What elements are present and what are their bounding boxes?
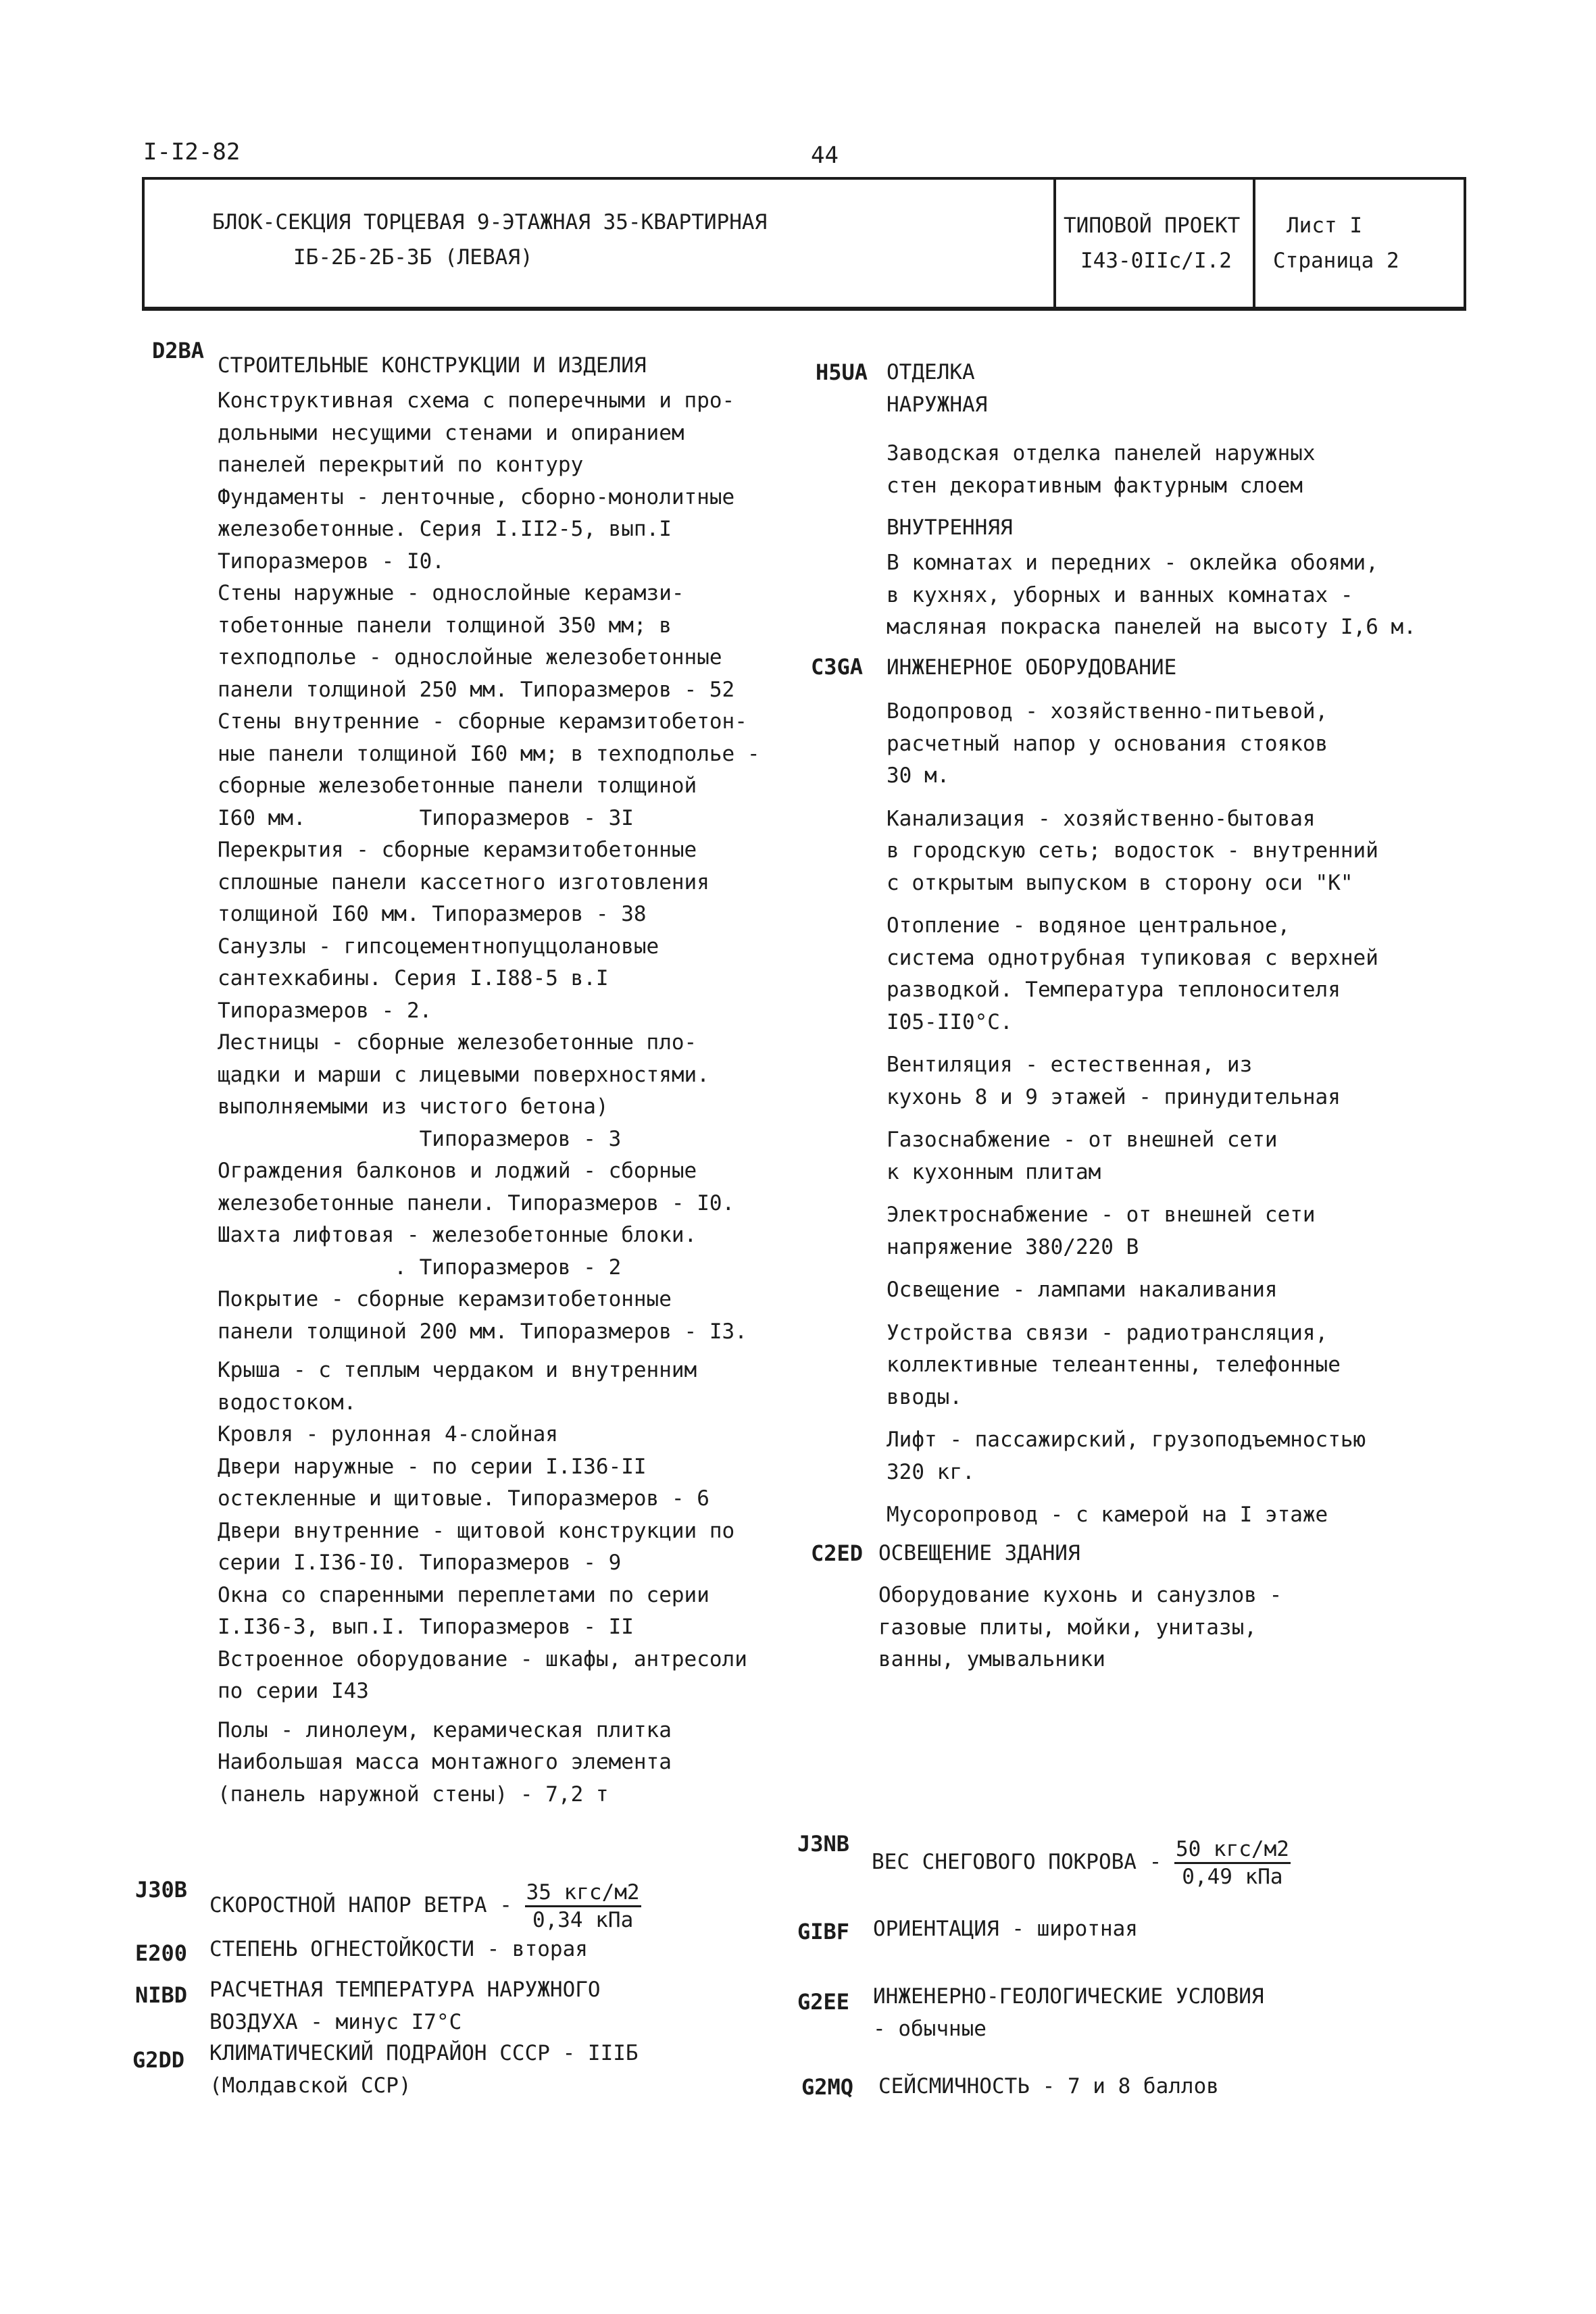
text-line: толщиной I60 мм. Типоразмеров - 38 xyxy=(218,902,647,926)
text-line: Двери наружные - по серии I.I36-II xyxy=(218,1454,647,1479)
sheet-label: Лист I xyxy=(1287,213,1362,238)
text-line: по серии I43 xyxy=(218,1679,369,1703)
text-line: Покрытие - сборные керамзитобетонные xyxy=(218,1287,672,1311)
text-line: Освещение - лампами накаливания xyxy=(887,1278,1278,1302)
engineering-item xyxy=(887,1049,1378,1113)
section-heading: ОТДЕЛКА xyxy=(887,360,975,384)
text-line: разводкой. Температура теплоносителя xyxy=(887,978,1341,1002)
text-line: газовые плиты, мойки, унитазы, xyxy=(878,1615,1257,1640)
divider xyxy=(1053,180,1056,307)
footer-label: СКОРОСТНОЙ НАПОР ВЕТРА - xyxy=(209,1893,512,1917)
engineering-item xyxy=(887,910,1378,1038)
text-line: Типоразмеров - I0. xyxy=(218,549,445,574)
section-code: C3GA xyxy=(811,654,864,680)
text-line: Кровля - рулонная 4-слойная xyxy=(218,1422,558,1447)
text-line: железобетонные. Серия I.II2-5, вып.I xyxy=(218,517,672,541)
fraction xyxy=(1174,1836,1291,1890)
text-line: Газоснабжение - от внешней сети xyxy=(887,1128,1278,1152)
engineering-item xyxy=(887,696,1378,793)
text-line: (Молдавской ССР) xyxy=(209,2073,412,2098)
text-line: вводы. xyxy=(887,1384,962,1409)
subsection-heading: НАРУЖНАЯ xyxy=(887,393,988,417)
engineering-item xyxy=(887,1274,1378,1307)
section-code: GIBF xyxy=(797,1919,850,1944)
text-line: . Типоразмеров - 2 xyxy=(218,1255,622,1280)
section-code: C2ED xyxy=(811,1540,864,1566)
text-line: Ограждения балконов и лоджий - сборные xyxy=(218,1159,697,1183)
fraction-denominator: 0,34 кПа xyxy=(532,1908,634,1932)
divider xyxy=(1253,180,1255,307)
text-line: Шахта лифтовая - железобетонные блоки. xyxy=(218,1223,697,1247)
text-line: I60 мм. Типоразмеров - 3I xyxy=(218,805,634,830)
engineering-item xyxy=(887,1124,1378,1188)
page-number: 44 xyxy=(811,142,839,169)
text-line: Стены наружные - однослойные керамзи- xyxy=(218,581,684,605)
footer-item-temperature xyxy=(209,1974,601,2038)
text-line: к кухонным плитам xyxy=(887,1159,1101,1184)
footer-item-orientation: ОРИЕНТАЦИЯ - широтная xyxy=(873,1917,1138,1941)
section-heading: ИНЖЕНЕРНОЕ ОБОРУДОВАНИЕ xyxy=(887,655,1177,680)
text-line: Канализация - хозяйственно-бытовая xyxy=(887,806,1316,831)
text-line: Стены внутренние - сборные керамзитобетон- xyxy=(218,709,747,734)
text-line: Двери внутренние - щитовой конструкции по xyxy=(218,1518,735,1543)
engineering-item xyxy=(887,1499,1378,1532)
text-line: Встроенное оборудование - шкафы, антресоли xyxy=(218,1646,747,1671)
text-line: панели толщиной 200 мм. Типоразмеров - I3. xyxy=(218,1319,747,1344)
text-line: серии I.I36-I0. Типоразмеров - 9 xyxy=(218,1551,622,1575)
footer-item-fire: СТЕПЕНЬ ОГНЕСТОЙКОСТИ - вторая xyxy=(209,1937,588,1961)
engineering-text xyxy=(887,696,1378,1542)
fraction-numerator: 50 кгс/м2 xyxy=(1174,1836,1291,1864)
footer-item-seismic: СЕЙСМИЧНОСТЬ - 7 и 8 баллов xyxy=(878,2074,1219,2098)
text-line: Окна со спаренными переплетами по серии xyxy=(218,1582,709,1607)
section-heading: ОСВЕЩЕНИЕ ЗДАНИЯ xyxy=(878,1541,1080,1565)
text-line: ванны, умывальники xyxy=(878,1647,1105,1671)
text-line: остекленные и щитовые. Типоразмеров - 6 xyxy=(218,1486,709,1511)
text-line: дольными несущими стенами и опиранием xyxy=(218,420,684,445)
title-line-1: БЛОК-СЕКЦИЯ ТОРЦЕВАЯ 9-ЭТАЖНАЯ 35-КВАРТИРНАЯ xyxy=(212,210,768,234)
text-line: водостоком. xyxy=(218,1390,357,1415)
text-line: Устройства связи - радиотрансляция, xyxy=(887,1320,1328,1345)
text-line: сборные железобетонные панели толщиной xyxy=(218,774,697,798)
text-line: Конструктивная схема с поперечными и про- xyxy=(218,388,735,413)
section-code: G2MQ xyxy=(801,2074,854,2100)
subsection-heading: ВНУТРЕННЯЯ xyxy=(887,515,1013,540)
text-line: коллективные телеантенны, телефонные xyxy=(887,1353,1341,1377)
text-line: железобетонные панели. Типоразмеров - I0. xyxy=(218,1190,735,1215)
text-line: ИНЖЕНЕРНО-ГЕОЛОГИЧЕСКИЕ УСЛОВИЯ xyxy=(873,1984,1264,2009)
title-block xyxy=(142,177,1466,311)
text-line: РАСЧЕТНАЯ ТЕМПЕРАТУРА НАРУЖНОГО xyxy=(209,1978,601,2002)
title-line-2: IБ-2Б-2Б-3Б (ЛЕВАЯ) xyxy=(293,245,533,270)
text-line: Мусоропровод - с камерой на I этаже xyxy=(887,1503,1328,1527)
text-line: щадки и марши с лицевыми поверхностями. xyxy=(218,1062,709,1087)
text-line: Оборудование кухонь и санузлов - xyxy=(878,1583,1282,1607)
fraction-denominator: 0,49 кПа xyxy=(1182,1865,1283,1889)
section-code: G2DD xyxy=(132,2047,185,2073)
text-line: стен декоративным фактурным слоем xyxy=(887,473,1303,498)
project-number: I43-0IIс/I.2 xyxy=(1080,249,1232,273)
left-column-text xyxy=(218,385,760,1811)
text-line: В комнатах и передних - оклейка обоями, xyxy=(887,551,1378,575)
text-line: КЛИМАТИЧЕСКИЙ ПОДРАЙОН СССР - IIIБ xyxy=(209,2041,639,2065)
section-code: J30B xyxy=(135,1877,188,1903)
section-code: D2BA xyxy=(152,338,205,363)
page-label: Страница 2 xyxy=(1273,249,1399,273)
footer-item-wind xyxy=(209,1880,641,1933)
text-line: Заводская отделка панелей наружных xyxy=(887,441,1316,466)
text-line: Водопровод - хозяйственно-питьевой, xyxy=(887,699,1328,724)
text-line: Полы - линолеум, керамическая плитка xyxy=(218,1717,672,1742)
text-line: Наибольшая масса монтажного элемента xyxy=(218,1750,672,1774)
text-line: (панель наружной стены) - 7,2 т xyxy=(218,1782,609,1807)
section-heading: СТРОИТЕЛЬНЫЕ КОНСТРУКЦИИ И ИЗДЕЛИЯ xyxy=(218,353,647,378)
section-code: E200 xyxy=(135,1940,188,1966)
text-line: кухонь 8 и 9 этажей - принудительная xyxy=(887,1084,1341,1109)
footer-item-geology xyxy=(873,1981,1264,2045)
text-line: в городскую сеть; водосток - внутренний xyxy=(887,838,1378,863)
text-line: Типоразмеров - 2. xyxy=(218,998,432,1023)
text-line: - обычные xyxy=(873,2016,987,2041)
text-line: 320 кг. xyxy=(887,1459,975,1484)
project-label: ТИПОВОЙ ПРОЕКТ xyxy=(1064,213,1241,238)
footer-item-climate xyxy=(209,2038,639,2102)
text-line: Лестницы - сборные железобетонные пло- xyxy=(218,1030,697,1055)
text-line: тобетонные панели толщиной 350 мм; в xyxy=(218,613,672,638)
text-line: выполняемыми из чистого бетона) xyxy=(218,1095,609,1119)
section-code: NIBD xyxy=(135,1982,188,2008)
inner-finish-text xyxy=(887,547,1416,644)
section-code: H5UA xyxy=(816,359,868,385)
engineering-item xyxy=(887,1317,1378,1414)
text-line: Вентиляция - естественная, из xyxy=(887,1053,1253,1077)
text-line: Перекрытия - сборные керамзитобетонные xyxy=(218,838,697,862)
text-line: система однотрубная тупиковая с верхней xyxy=(887,945,1378,970)
text-line: панели толщиной 250 мм. Типоразмеров - 52 xyxy=(218,677,735,702)
text-line: I05-II0°С. xyxy=(887,1009,1013,1034)
section-code: G2EE xyxy=(797,1989,850,2015)
text-line: Крыша - с теплым чердаком и внутренним xyxy=(218,1358,697,1382)
text-line: сплошные панели кассетного изготовления xyxy=(218,870,709,895)
text-line: расчетный напор у основания стояков xyxy=(887,731,1328,756)
engineering-item xyxy=(887,1199,1378,1263)
text-line: техподполье - однослойные железобетонные xyxy=(218,645,722,670)
text-line: Отопление - водяное центральное, xyxy=(887,913,1291,938)
text-line: с открытым выпуском в сторону оси "К" xyxy=(887,870,1353,895)
text-line: Типоразмеров - 3 xyxy=(218,1126,622,1151)
footer-label: ВЕС СНЕГОВОГО ПОКРОВА - xyxy=(872,1850,1162,1874)
document-code: I-I2-82 xyxy=(143,139,241,166)
text-line: I.I36-3, вып.I. Типоразмеров - II xyxy=(218,1615,634,1639)
text-line: ные панели толщиной I60 мм; в техподполье - xyxy=(218,741,760,766)
section-code: J3NB xyxy=(797,1831,850,1857)
lighting-text xyxy=(878,1580,1282,1676)
text-line: масляная покраска панелей на высоту I,6 м. xyxy=(887,615,1416,639)
engineering-item xyxy=(887,803,1378,900)
fraction xyxy=(525,1880,641,1933)
outer-finish-text xyxy=(887,438,1316,502)
text-line: Электроснабжение - от внешней сети xyxy=(887,1203,1316,1227)
text-line: в кухнях, уборных и ванных комнатах - xyxy=(887,582,1353,607)
text-line: Лифт - пассажирский, грузоподъемностью xyxy=(887,1428,1366,1452)
text-line: ВОЗДУХА - минус I7°С xyxy=(209,2009,462,2034)
footer-item-snow xyxy=(872,1836,1291,1890)
text-line: Фундаменты - ленточные, сборно-монолитные xyxy=(218,484,735,509)
text-line: 30 м. xyxy=(887,763,950,788)
text-line: панелей перекрытий по контуру xyxy=(218,453,584,477)
fraction-numerator: 35 кгс/м2 xyxy=(525,1880,641,1907)
text-line: напряжение 380/220 В xyxy=(887,1234,1139,1259)
text-line: Санузлы - гипсоцементнопуццолановые xyxy=(218,934,659,959)
engineering-item xyxy=(887,1424,1378,1488)
text-line: сантехкабины. Серия I.I88-5 в.I xyxy=(218,966,609,990)
